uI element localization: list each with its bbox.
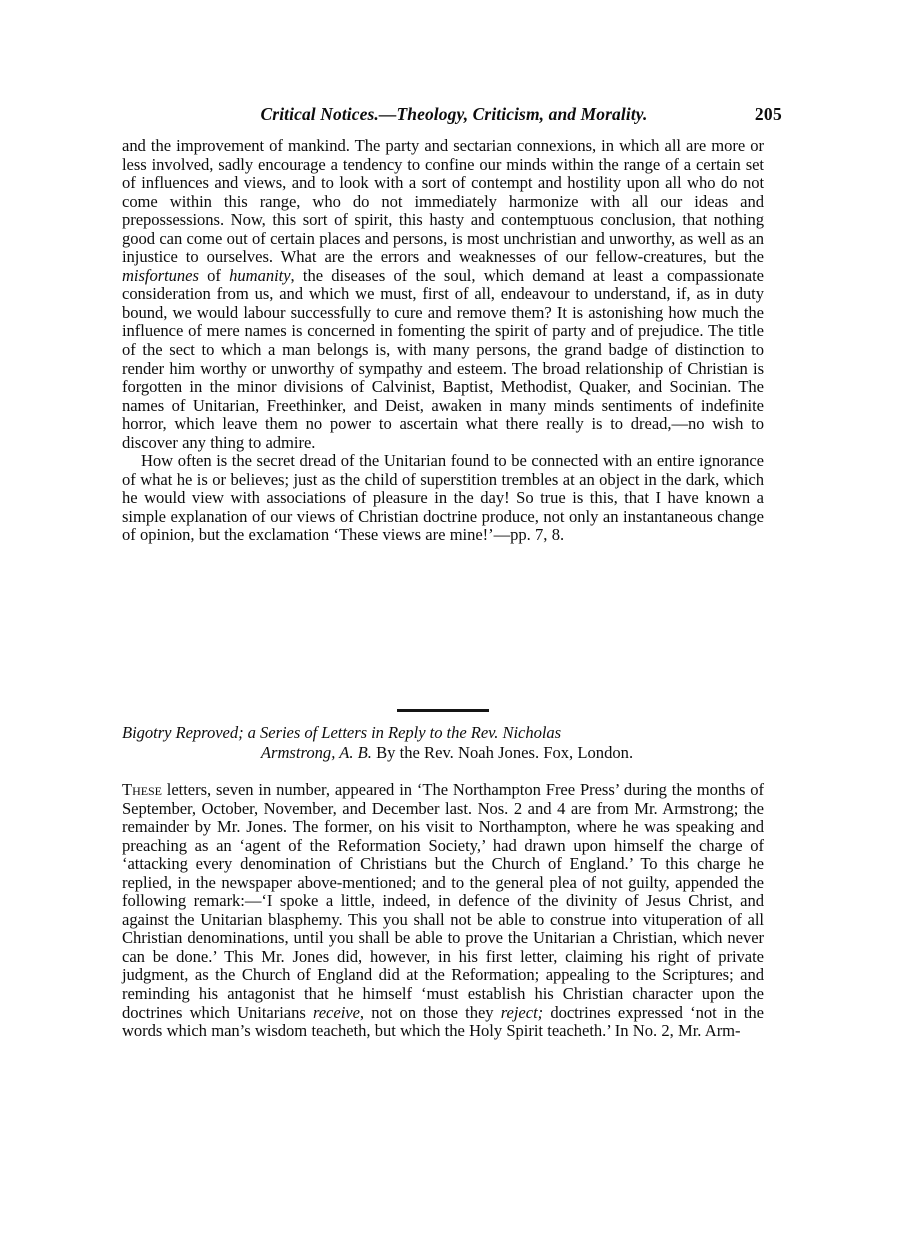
review-title-line-1: Bigotry Reproved; a Series of Letters in Reply to the Rev. Nicholas (122, 723, 562, 742)
review-title-line-2 (122, 743, 764, 763)
running-head-title: Critical Notices.—Theology, Criticism, and Morality. (260, 104, 648, 124)
paragraph: These letters, seven in number, appeared in ‘The Northampton Free Press’ during the months of September, October, November, and December last. Nos. 2 and 4 are from Mr. Armstrong; the remainder by Mr. Jones. The former, on his visit to Northampton, where he was speaking and preaching as an ‘agent of the Reformation Society,’ had drawn upon himself the charge of ‘attacking every denomination of Christians but the Church of England.’ To this charge he replied, in the newspaper above-mentioned; and to the general plea of not guilty, appended the following remark:—‘I spoke a little, indeed, in defence of the divinity of Jesus Christ, and against the Unitarian blasphemy. This you shall not be able to construe into vituperation of all Christian denominations, until you shall be able to prove the Unitarian a Christian, which never can be done.’ This Mr. Jones did, however, in his first letter, claiming his right of private judgment, as the Church of England did at the Reformation; appealing to the Scriptures; and reminding his antagonist that he himself ‘must establish his Christian character upon the doctrines which Unitarians receive, not on those they reject; doctrines expressed ‘not in the words which man’s wisdom teacheth, but which the Holy Spirit teacheth.’ In No. 2, Mr. Arm- (122, 780, 764, 1041)
review-text-block (122, 781, 764, 1041)
paragraph: and the improvement of mankind. The party and sectarian connexions, in which all are more or less involved, sadly encourage a tendency to confine our minds within the range of a certain set of influences and views, and to look with a sort of contempt and hostility upon all who do not come within this range, who do not immediately harmonize with all our ideas and prepossessions. Now, this sort of spirit, this hasty and contemptuous conclusion, that nothing good can come out of certain places and persons, is most unchristian and unworthy, as well as an injustice to ourselves. What are the errors and weaknesses of our fellow-creatures, but the misfortunes of humanity, the diseases of the soul, which demand at least a compassionate consideration from us, and which we must, first of all, endeavour to understand, if, as in duty bound, we would labour successfully to cure and remove them? It is astonishing how much the influence of mere names is concerned in fomenting the spirit of party and of prejudice. The title of the sect to which a man belongs is, with many persons, the grand badge of distinction to render him worthy or unworthy of sympathy and esteem. The broad relationship of Christian is forgotten in the minor divisions of Calvinist, Baptist, Methodist, Quaker, and Socinian. The names of Unitarian, Freethinker, and Deist, awaken in many minds sentiments of indefinite horror, which leave them no power to ascertain what there really is to dread,—no wish to discover any thing to admire. (122, 136, 764, 452)
section-divider (122, 703, 764, 719)
paragraph: How often is the secret dread of the Unitarian found to be connected with an entire ignorance of what he is or believes; just as the child of superstition trembles at an object in the dark, which he would view with associations of pleasure in the day! So true is this, that I have known a simple explanation of our views of Christian doctrine produce, not only an instantaneous change of opinion, but the exclamation ‘These views are mine!’—pp. 7, 8. (122, 451, 764, 545)
divider-rule (397, 709, 489, 712)
review-author-attribution: Armstrong, A. B. (260, 742, 372, 762)
review-heading (122, 723, 764, 762)
review-publisher: By the Rev. Noah Jones. Fox, London. (376, 742, 634, 762)
body-text-block (122, 137, 764, 545)
running-head (122, 104, 782, 128)
page-number: 205 (754, 104, 782, 124)
